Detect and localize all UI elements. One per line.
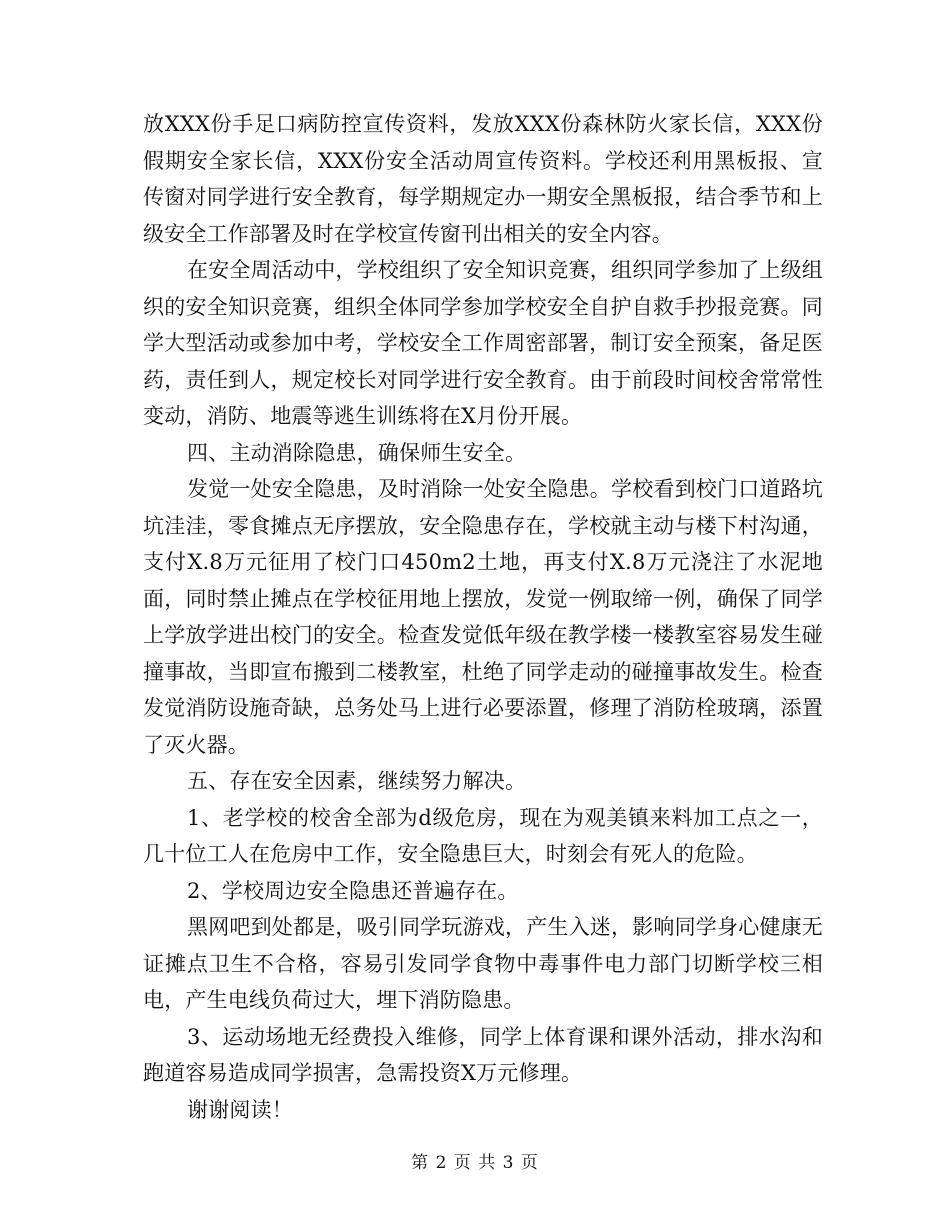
paragraph-continued-publicity: 放XXX份手足口病防控宣传资料，发放XXX份森林防火家长信，XXX份假期安全家长信，XXX份安全活动周宣传资料。学校还利用黑板报、宣传窗对同学进行安全教育，每学期规定办一期安全黑板报，结合季节和上级安全工作部署及时在学校宣传窗刊出相关的安全内容。 xyxy=(143,112,823,246)
list-item-sports-field: 3、运动场地无经费投入维修，同学上体育课和课外活动，排水沟和跑道容易造成同学损害，急需投资X万元修理。 xyxy=(143,1024,823,1085)
paragraph-surrounding-hazards-detail: 黑网吧到处都是，吸引同学玩游戏，产生入迷，影响同学身心健康无证摊点卫生不合格，容易引发同学食物中毒事件电力部门切断学校三相电，产生电线负荷过大，埋下消防隐患。 xyxy=(143,915,823,1012)
list-item-old-school-buildings: 1、老学校的校舍全部为d级危房，现在为观美镇来料加工点之一，几十位工人在危房中工作，安全隐患巨大，时刻会有死人的危险。 xyxy=(143,805,823,866)
paragraph-thanks: 谢谢阅读！ xyxy=(187,1097,293,1122)
paragraph-safety-week: 在安全周活动中，学校组织了安全知识竞赛，组织同学参加了上级组织的安全知识竞赛，组织全体同学参加学校安全自护自救手抄报竞赛。同学大型活动或参加中考，学校安全工作周密部署，制订安全预案，备足医药，责任到人，规定校长对同学进行安全教育。由于前段时间校舍常常性变动，消防、地震等逃生训练将在X月份开展。 xyxy=(143,258,823,428)
section-heading-hazard-removal: 四、主动消除隐患，确保师生安全。 xyxy=(187,440,527,465)
document-body xyxy=(143,106,823,1128)
section-heading-existing-factors: 五、存在安全因素，继续努力解决。 xyxy=(187,769,527,793)
page-number-footer: 第 2 页 共 3 页 xyxy=(411,1153,539,1173)
list-item-surrounding-hazards: 2、学校周边安全隐患还普遍存在。 xyxy=(187,878,519,903)
paragraph-hazard-removal: 发觉一处安全隐患，及时消除一处安全隐患。学校看到校门口道路坑坑洼洼，零食摊点无序摆放，安全隐患存在，学校就主动与楼下村沟通，支付X.8万元征用了校门口450m2土地，再支付X.8万元浇注了水泥地面，同时禁止摊点在学校征用地上摆放，发觉一例取缔一例，确保了同学上学放学进出校门的安全。检查发觉低年级在教学楼一楼教室容易发生碰撞事故，当即宣布搬到二楼教室，杜绝了同学走动的碰撞事故发生。检查发觉消防设施奇缺，总务处马上进行必要添置，修理了消防栓玻璃，添置了灭火器。 xyxy=(143,477,823,757)
